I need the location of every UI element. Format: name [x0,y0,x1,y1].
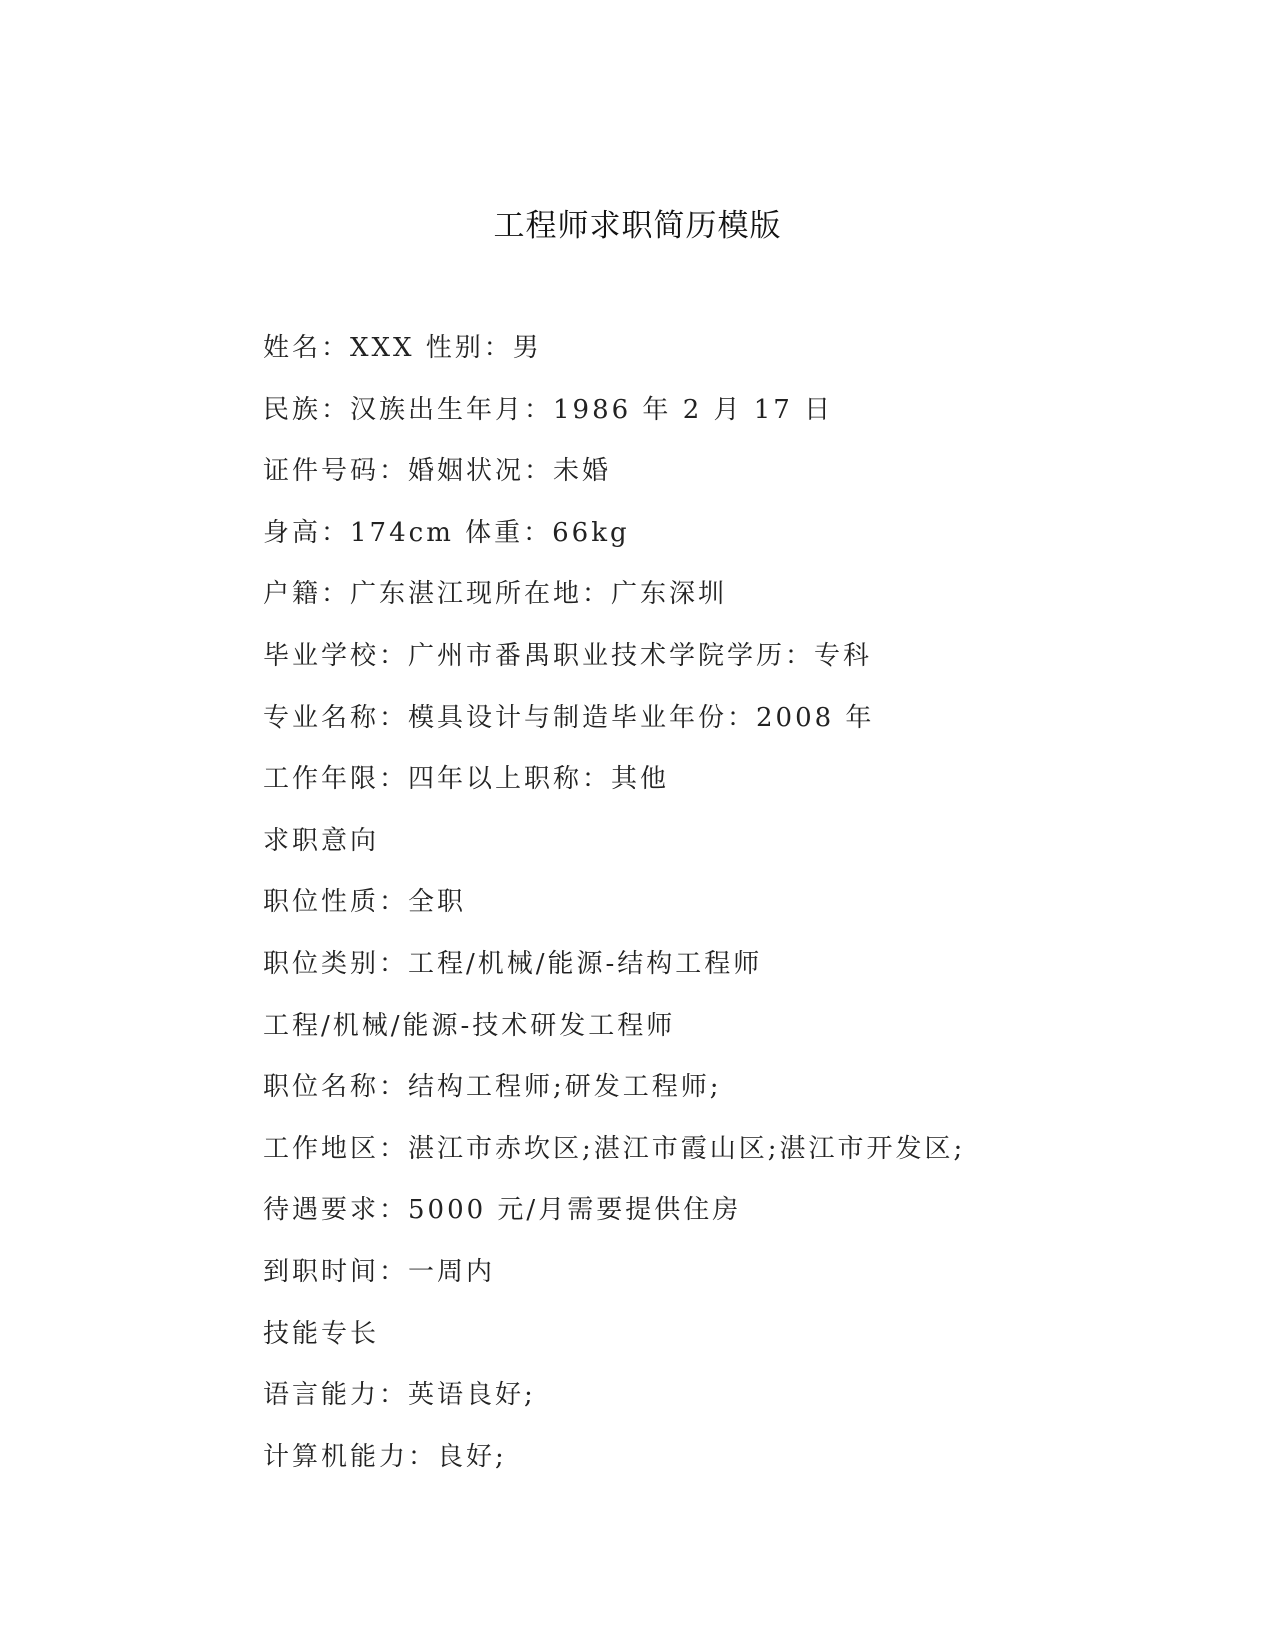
section-job-intention: 求职意向 [263,825,380,856]
line-work-area: 工作地区：湛江市赤坎区;湛江市霞山区;湛江市开发区; [263,1133,966,1164]
line-language-skill: 语言能力：英语良好; [263,1380,536,1411]
line-height-weight: 身高：174cm 体重：66kg [263,517,630,548]
line-start-time: 到职时间：一周内 [263,1256,496,1287]
line-salary: 待遇要求：5000 元/月需要提供住房 [263,1195,742,1226]
line-job-type: 职位性质：全职 [263,887,467,918]
line-id-marital: 证件号码：婚姻状况：未婚 [263,456,612,487]
line-computer-skill: 计算机能力：良好; [263,1441,507,1472]
line-job-category: 职位类别：工程/机械/能源-结构工程师 [263,948,763,979]
section-skills: 技能专长 [263,1318,380,1349]
line-school-education: 毕业学校：广州市番禺职业技术学院学历：专科 [263,640,873,671]
line-hometown-location: 户籍：广东湛江现所在地：广东深圳 [263,579,728,610]
line-job-category-2: 工程/机械/能源-技术研发工程师 [263,1010,676,1041]
line-job-title: 职位名称：结构工程师;研发工程师; [263,1072,722,1103]
page-title: 工程师求职简历模版 [493,208,782,244]
line-name-gender: 姓名：XXX 性别：男 [263,333,542,363]
resume-body [263,328,1243,1498]
line-major-graduation: 专业名称：模具设计与制造毕业年份：2008 年 [263,702,875,733]
line-experience-title: 工作年限：四年以上职称：其他 [263,764,670,795]
line-ethnicity-birth: 民族：汉族出生年月：1986 年 2 月 17 日 [263,394,834,425]
